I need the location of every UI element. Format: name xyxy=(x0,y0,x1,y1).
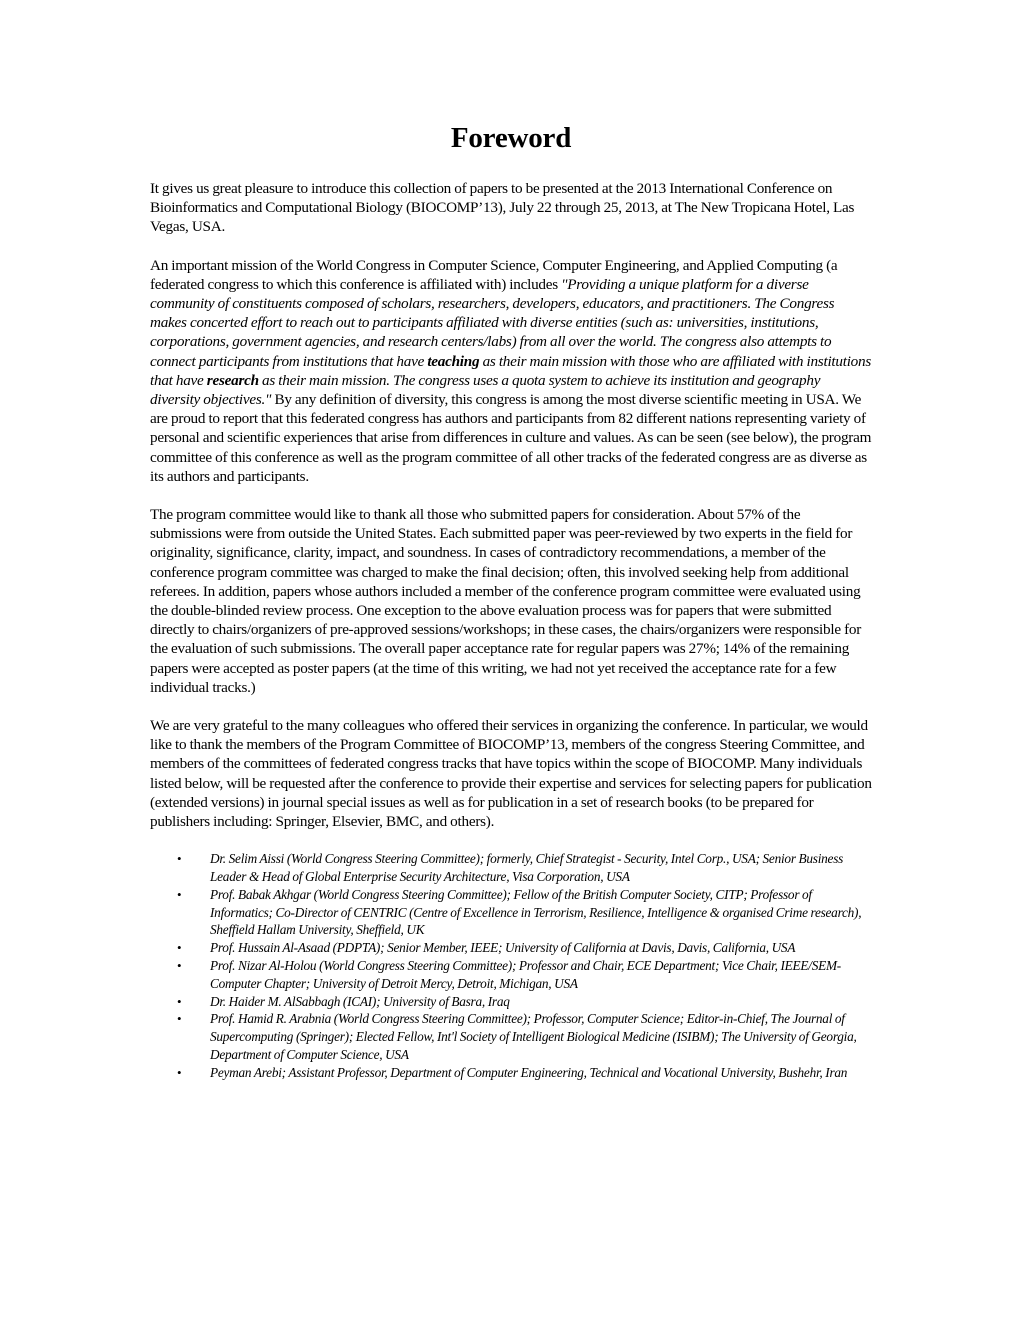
list-item xyxy=(150,850,872,886)
member-text: Prof. Hussain Al-Asaad (PDPTA); Senior Member, IEEE; University of California at Davis, Davis, California, USA xyxy=(210,940,796,956)
acknowledgements-paragraph: We are very grateful to the many colleagues who offered their services in organizing the conference. In particular, we would like to thank the members of the Program Committee of BIOCOMP’13, members of the congress Steering Committee, and members of the committees of federated congress tracks that have topics within the scope of BIOCOMP. Many individuals listed below, will be requested after the conference to provide their expertise and services for selecting papers for publication (extended versions) in journal special issues as well as for publication in a set of research books (to be prepared for publishers including: Springer, Elsevier, BMC, and others). xyxy=(150,717,872,831)
list-item xyxy=(150,1010,872,1063)
mission-rest-text: By any definition of diversity, this congress is among the most diverse scientific meeting in USA. We are proud to report that this federated congress has authors and participants from 82 different nations representing variety of personal and scientific experiences that arise from differences in culture and values. As can be seen (see below), the program committee of this conference as well as the program committee of all other tracks of the federated congress are as diverse as its authors and participants. xyxy=(150,391,872,485)
emphasis-teaching: teaching xyxy=(427,352,480,370)
bullet-icon: • xyxy=(177,886,182,902)
bullet-icon: • xyxy=(177,993,182,1009)
list-item xyxy=(150,957,872,993)
member-text: Dr. Selim Aissi (World Congress Steering Committee); formerly, Chief Strategist - Security, Intel Corp., USA; Senior Business Leader & Head of Global Enterprise Security Architecture, Visa Corporation, USA xyxy=(210,851,844,885)
quote-part-2: as their main mission with those who are affiliated with institutions that have xyxy=(150,352,872,389)
list-item xyxy=(150,993,872,1011)
member-text: Prof. Hamid R. Arabnia (World Congress Steering Committee); Professor, Computer Science; Editor-in-Chief, The Journal of Supercomputing (Springer); Elected Fellow, Int'l Society of Intelligent Biological Medicine (ISIBM); The University of Georgia, Department of Computer Science, USA xyxy=(210,1011,857,1063)
list-item xyxy=(150,1064,872,1082)
emphasis-research: research xyxy=(206,371,259,389)
document-page xyxy=(150,120,872,1082)
member-text: Dr. Haider M. AlSabbagh (ICAI); University of Basra, Iraq xyxy=(210,993,510,1009)
member-text: Prof. Nizar Al-Holou (World Congress Steering Committee); Professor and Chair, ECE Department; Vice Chair, IEEE/SEM-Computer Chapter; University of Detroit Mercy, Detroit, Michigan, USA xyxy=(210,958,841,991)
mission-quote-text xyxy=(150,276,871,408)
page-title: Foreword xyxy=(450,122,572,154)
mission-paragraph xyxy=(150,256,872,486)
committee-members-list xyxy=(150,850,872,1081)
bullet-icon: • xyxy=(177,958,182,974)
intro-paragraph: It gives us great pleasure to introduce this collection of papers to be presented at the 2013 International Conference on Bioinformatics and Computational Biology (BIOCOMP’13), July 22 through 25, 2013, at The New Tropicana Hotel, Las Vegas, USA. xyxy=(150,180,855,236)
list-item xyxy=(150,886,872,939)
list-item xyxy=(150,939,872,957)
bullet-icon: • xyxy=(177,851,182,867)
bullet-icon: • xyxy=(177,1064,182,1080)
quote-part-3: as their main mission. The congress uses a quota system to achieve its institution and geography diversity objectives." xyxy=(150,371,821,409)
member-text: Peyman Arebi; Assistant Professor, Department of Computer Engineering, Technical and Vocational University, Bushehr, Iran xyxy=(210,1064,848,1080)
bullet-icon: • xyxy=(177,940,182,956)
quote-part-1: "Providing a unique platform for a diverse community of constituents composed of scholars, researchers, developers, educators, and practitioners. The Congress makes concerted effort to reach out to participants affiliated with diverse entities (such as: universities, institutions, corporations, government agencies, and research centers/labs) from all over the world. The congress also attempts to connect participants from institutions that have xyxy=(150,275,835,370)
bullet-icon: • xyxy=(177,1011,182,1027)
review-process-paragraph: The program committee would like to thank all those who submitted papers for consideration. About 57% of the submissions were from outside the United States. Each submitted paper was peer-reviewed by two experts in the field for originality, significance, clarity, impact, and soundness. In cases of contradictory recommendations, a member of the conference program committee was charged to make the final decision; often, this involved seeking help from additional referees. In addition, papers whose authors included a member of the conference program committee were evaluated using the double-blinded review process. One exception to the above evaluation process was for papers that were submitted directly to chairs/organizers of pre-approved sessions/workshops; in these cases, the chairs/organizers were responsible for the evaluation of such submissions. The overall paper acceptance rate for regular papers was 27%; 14% of the remaining papers were accepted as poster papers (at the time of this writing, we had not yet received the acceptance rate for a few individual tracks.) xyxy=(150,506,862,696)
member-text: Prof. Babak Akhgar (World Congress Steering Committee); Fellow of the British Computer Society, CITP; Professor of Informatics; Co-Director of CENTRIC (Centre of Excellence in Terrorism, Resilience, Intelligence & organised Crime research), Sheffield Hallam University, Sheffield, UK xyxy=(210,886,862,938)
mission-intro-text: An important mission of the World Congress in Computer Science, Computer Engineering, and Applied Computing (a federated congress to which this conference is affiliated with) includes xyxy=(150,256,838,293)
